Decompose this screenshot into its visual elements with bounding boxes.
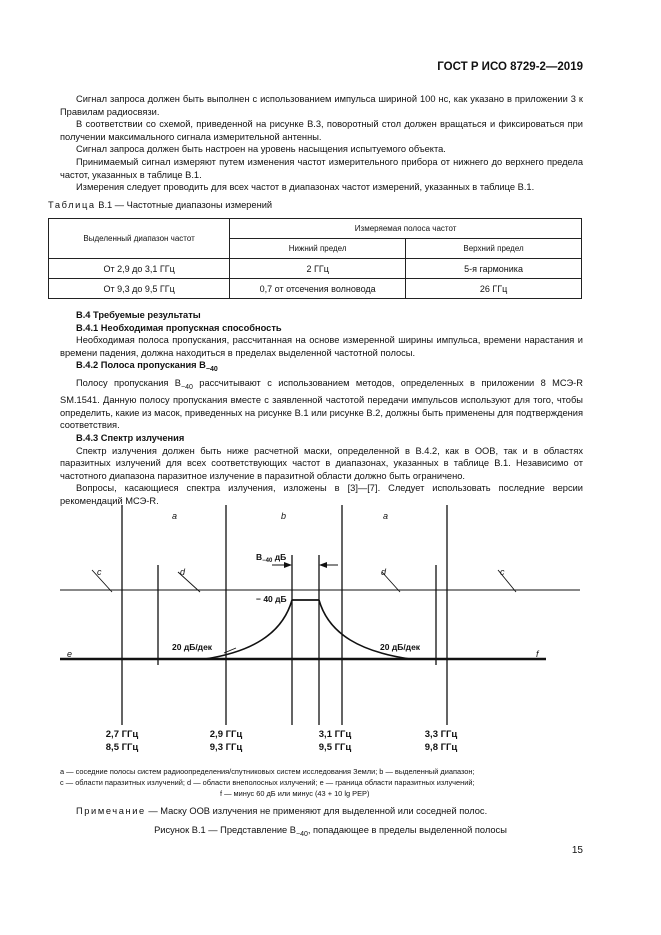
col-upper: Верхний предел — [406, 239, 582, 259]
zone-label-c: c — [97, 567, 102, 577]
freq-label: 2,7 ГГц — [105, 729, 139, 740]
table-row — [49, 259, 582, 279]
leader — [92, 570, 112, 592]
paragraph: Необходимая полоса пропускания, рассчитанная на основе измеренной ширины импульса, времени нарастания и времени падения, должна находиться в пределах выделенной частотной полосы. — [60, 335, 583, 358]
figure-caption: Рисунок В.1 — Представление $В_{-40}$, попадающее в пределы выделенной полосы — [154, 825, 507, 838]
zone-label-d: d — [180, 567, 186, 577]
frequency-table — [48, 218, 582, 299]
figure-note — [76, 806, 487, 816]
leader — [498, 570, 516, 592]
freq-label: 9,8 ГГц — [424, 742, 458, 753]
zone-label-e: e — [67, 649, 73, 659]
minus40-label: − 40 дБ — [256, 594, 287, 604]
leader — [178, 572, 200, 592]
paragraph: Принимаемый сигнал измеряют путем изменения частот измерительного прибора от нижнего до верхнего предела частот, указанных в таблице В.1. — [60, 156, 583, 180]
freq-label: 8,5 ГГц — [105, 742, 139, 753]
cell-upper: 5-я гармоника — [406, 259, 582, 279]
figure-legend — [60, 766, 580, 799]
slope-label: 20 дБ/дек — [172, 642, 213, 652]
section-title: В.4 Требуемые результаты — [76, 310, 201, 320]
mask-slope-left — [205, 600, 292, 659]
zone-label-c: c — [500, 567, 505, 577]
col-lower: Нижний предел — [230, 239, 406, 259]
b40-label: $B_{-40}$ дБ — [256, 552, 287, 564]
paragraph: Сигнал запроса должен быть выполнен с использованием импульса шириной 100 нс, как указано в приложении 3 к Правилам радиосвязи. — [60, 94, 583, 117]
paragraph: Вопросы, касающиеся спектра излучения, изложены в [3]—[7]. Следует использовать последние версии рекомендаций МСЭ-R. — [60, 483, 583, 507]
cell-upper: 26 ГГц — [406, 279, 582, 299]
cell-band: От 2,9 до 3,1 ГГц — [49, 259, 230, 279]
paragraph: Полосу пропускания $В_{-40}$ рассчитывают с использованием методов, определенных в приложении 8 МСЭ-R SM.1541. Данную полосу пропускания вместе с заявленной частотой передачи импульсов используют для того, чтобы определить, какие из масок, приведенных на рисунке В.1 или рисунке В.2, должны быть применены для подтверждения соответствия. — [60, 377, 583, 431]
legend-line: a — соседние полосы систем радиоопределения/спутниковых систем исследования Земли; b — выделенный диапазон; — [60, 767, 475, 776]
section-title: В.4.2 Полоса пропускания $В_{-40}$ — [76, 360, 218, 374]
paragraph: Спектр излучения должен быть ниже расчетной маски, определенной в В.4.2, как в ООВ, так и в областях паразитных излучений для всех соответствующих частот в диапазонах, указанных в таблице В.1. Независимо от частотного диапазона паразитное излучение в паразитной области должно быть ограничено. — [60, 445, 583, 481]
table-caption-text: В.1 — Частотные диапазоны измерений — [98, 200, 273, 210]
freq-label: 9,5 ГГц — [318, 742, 352, 753]
table-caption — [48, 200, 272, 210]
legend-line: f — минус 60 дБ или минус (43 + 10 lg PEP) — [220, 789, 370, 798]
paragraph: В соответствии со схемой, приведенной на рисунке В.3, поворотный стол должен вращаться и фиксироваться при получении максимального сигнала измерительной антенны. — [60, 119, 583, 142]
table-row — [49, 279, 582, 299]
zone-label-a: a — [172, 511, 178, 521]
col-band: Выделенный диапазон частот — [49, 219, 230, 259]
cell-lower: 0,7 от отсечения волновода — [230, 279, 406, 299]
table-caption-label: Таблица — [48, 200, 96, 210]
freq-label: 9,3 ГГц — [209, 742, 243, 753]
zone-label-a: a — [383, 511, 389, 521]
freq-label: 2,9 ГГц — [209, 729, 243, 740]
paragraph: Сигнал запроса должен быть настроен на уровень насыщения испытуемого объекта. — [76, 144, 446, 155]
col-group: Измеряемая полоса частот — [230, 219, 582, 239]
zone-label-b: b — [281, 511, 287, 521]
legend-line: c — области паразитных излучений; d — области внеполосных излучений; e — граница области паразитных излучений; — [60, 778, 475, 787]
cell-lower: 2 ГГц — [230, 259, 406, 279]
page-number: 15 — [571, 845, 583, 856]
freq-label: 3,3 ГГц — [424, 729, 458, 740]
paragraph: Измерения следует проводить для всех частот в диапазонах частот измерений, указанных в таблице В.1. — [76, 182, 535, 193]
leader — [382, 572, 400, 592]
zone-label-d: d — [381, 567, 387, 577]
zone-label-f: f — [536, 649, 539, 659]
page-header: ГОСТ Р ИСО 8729-2—2019 — [437, 61, 583, 73]
leader — [224, 648, 236, 653]
slope-label: 20 дБ/дек — [380, 642, 421, 652]
section-title: В.4.1 Необходимая пропускная способность — [76, 322, 282, 333]
note-label: Примечание — [76, 806, 146, 816]
freq-label: 3,1 ГГц — [318, 729, 352, 740]
cell-band: От 9,3 до 9,5 ГГц — [49, 279, 230, 299]
section-title: В.4.3 Спектр излучения — [76, 433, 185, 444]
results-section — [60, 309, 583, 508]
note-text: — Маску ООВ излучения не применяют для выделенной или соседней полос. — [145, 806, 488, 816]
intro-text — [60, 93, 583, 194]
mask-slope-right — [319, 600, 410, 659]
